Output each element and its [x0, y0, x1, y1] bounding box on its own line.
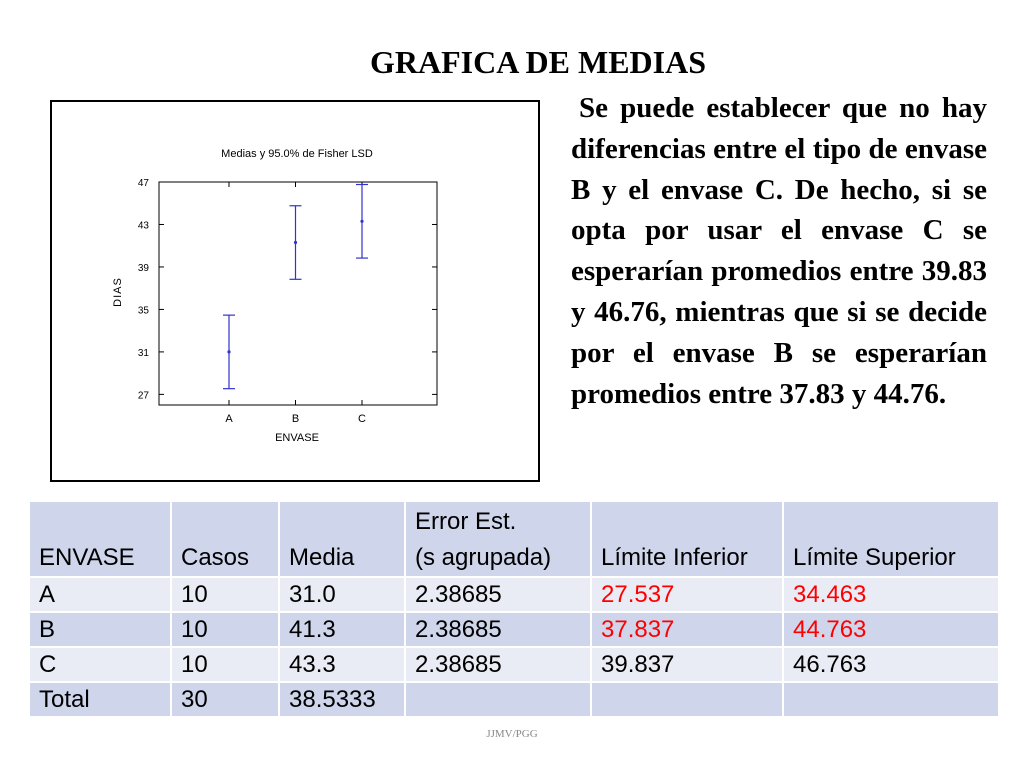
table-row [29, 612, 999, 647]
chart-title: Medias y 95.0% de Fisher LSD [221, 148, 373, 160]
y-tick-label: 43 [137, 220, 149, 232]
y-axis-label: DIAS [112, 277, 124, 307]
means-chart [50, 100, 540, 482]
cell-limite-inferior: 39.837 [591, 647, 783, 682]
cell-media: 43.3 [279, 647, 405, 682]
cell-casos: 10 [171, 647, 279, 682]
explanation-paragraph: Se puede establecer que no hay diferencias entre el tipo de envase B y el envase C. De hecho, si se opta por usar el envase C se esperarían promedios entre 39.83 y 46.76, mientras que si se decide por el envase B se esperarían promedios entre 37.83 y 44.76. [571, 92, 987, 410]
slide-title: GRAFICA DE MEDIAS [369, 44, 707, 80]
mean-point [294, 241, 297, 244]
cell-limite-superior [783, 682, 999, 717]
table-row [29, 577, 999, 612]
header-envase: ENVASE [29, 501, 171, 577]
y-axis [138, 178, 437, 401]
mean-point [360, 220, 363, 223]
cell-media: 41.3 [279, 612, 405, 647]
cell-error: 2.38685 [405, 612, 591, 647]
x-tick-label: B [291, 413, 300, 425]
cell-envase: Total [29, 682, 171, 717]
header-limite-superior: Límite Superior [783, 501, 999, 577]
table-row-total [29, 682, 999, 717]
cell-limite-inferior: 37.837 [591, 612, 783, 647]
header-limite-inferior: Límite Inferior [591, 501, 783, 577]
chart-canvas [52, 102, 538, 480]
header-media: Media [279, 501, 405, 577]
cell-casos: 10 [171, 612, 279, 647]
y-tick-label: 47 [137, 178, 149, 189]
cell-limite-inferior: 27.537 [591, 577, 783, 612]
x-axis-label: ENVASE [275, 432, 319, 444]
table-row [29, 647, 999, 682]
cell-media: 38.5333 [279, 682, 405, 717]
header-error [405, 501, 591, 577]
cell-limite-inferior [591, 682, 783, 717]
cell-limite-superior: 34.463 [783, 577, 999, 612]
plot-area [159, 182, 437, 405]
mean-point [227, 350, 230, 353]
cell-casos: 30 [171, 682, 279, 717]
table-header-row [29, 501, 999, 577]
cell-envase: C [29, 647, 171, 682]
cell-error: 2.38685 [405, 647, 591, 682]
y-tick-label: 31 [137, 347, 149, 359]
y-tick-label: 39 [137, 262, 149, 274]
cell-limite-superior: 46.763 [783, 647, 999, 682]
cell-casos: 10 [171, 577, 279, 612]
cell-media: 31.0 [279, 577, 405, 612]
y-tick-label: 27 [137, 390, 149, 402]
header-casos: Casos [171, 501, 279, 577]
cell-envase: A [29, 577, 171, 612]
y-tick-label: 35 [137, 305, 149, 317]
means-table [28, 500, 1000, 718]
cell-envase: B [29, 612, 171, 647]
x-tick-label: A [225, 413, 233, 425]
cell-error: 2.38685 [405, 577, 591, 612]
footer-credit: JJMV/PGG [486, 728, 538, 740]
cell-error [405, 682, 591, 717]
header-error-line2: (s agrupada) [415, 544, 552, 571]
header-error-line1: Error Est. [415, 508, 517, 535]
data-marks [223, 185, 368, 389]
x-tick-label: C [358, 413, 366, 425]
cell-limite-superior: 44.763 [783, 612, 999, 647]
